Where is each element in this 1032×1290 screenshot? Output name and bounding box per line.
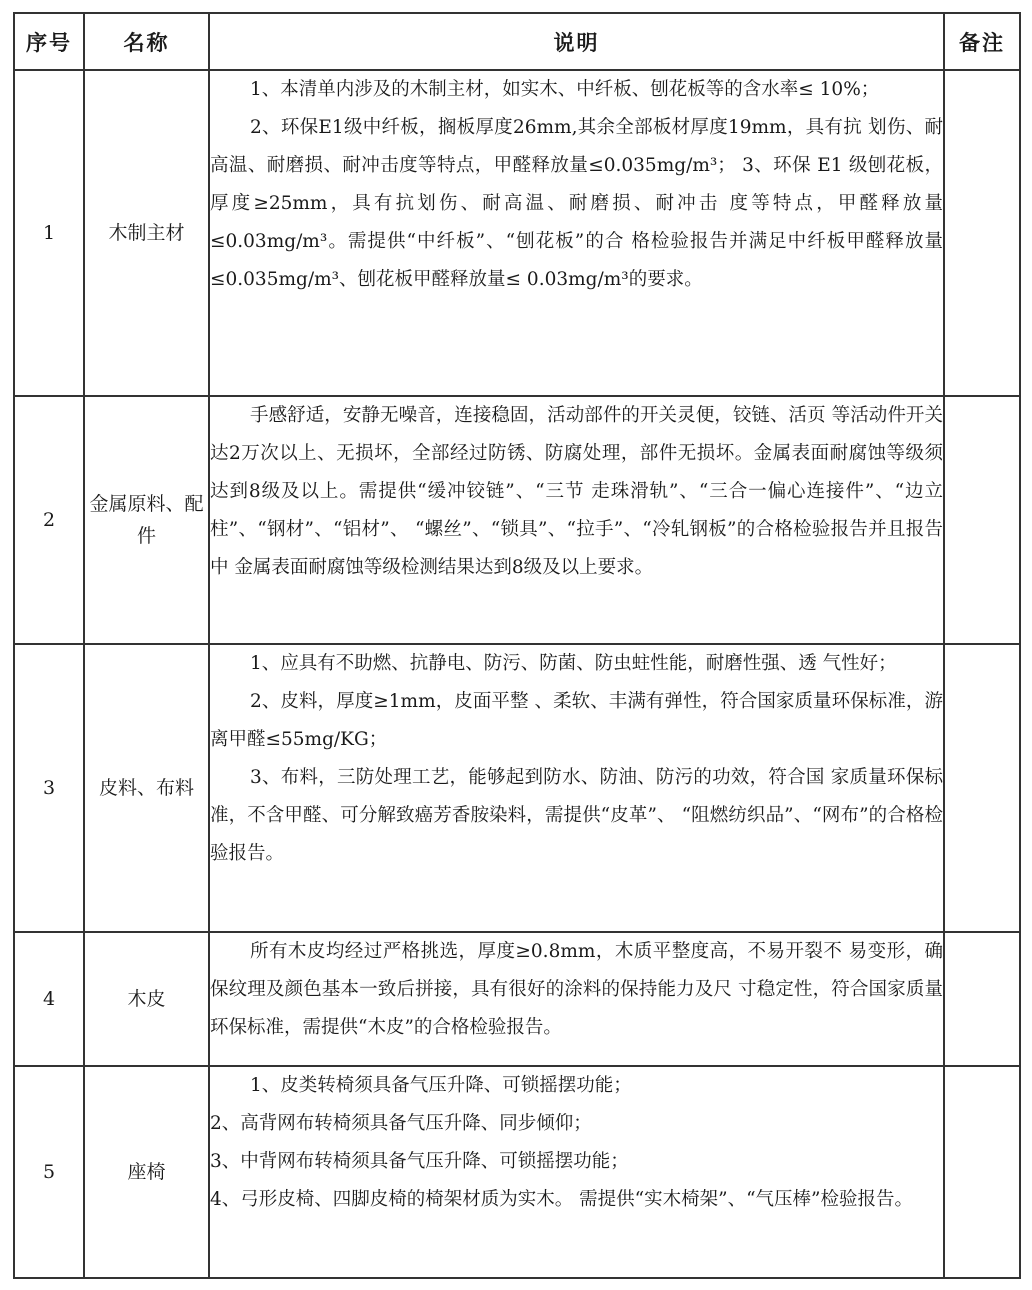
table-row — [14, 70, 1020, 396]
row-name: 木皮 — [84, 932, 209, 1066]
row-seq: 2 — [14, 396, 84, 644]
row-desc — [209, 396, 944, 644]
header-desc: 说明 — [209, 13, 944, 70]
header-name: 名称 — [84, 13, 209, 70]
row-note — [944, 396, 1020, 644]
desc-paragraph: 4、弓形皮椅、四脚皮椅的椅架材质为实木。 需提供“实木椅架”、“气压棒”检验报告。 — [210, 1189, 913, 1210]
desc-paragraph: 3、中背网布转椅须具备气压升降、可锁摇摆功能； — [210, 1151, 629, 1172]
desc-paragraph: 1、皮类转椅须具备气压升降、可锁摇摆功能； — [250, 1075, 632, 1096]
header-row — [14, 13, 1020, 70]
desc-paragraph: 所有木皮均经过严格挑选，厚度≥0.8mm，木质平整度高，不易开裂不 易变形，确保纹理及颜色基本一致后拼接，具有很好的涂料的保持能力及尺 寸稳定性，符合国家质量环保标准，需提供“木皮”的合格检验报告。 — [210, 941, 943, 1038]
row-seq: 4 — [14, 932, 84, 1066]
row-desc — [209, 644, 944, 932]
spec-table — [13, 12, 1021, 1279]
row-seq: 1 — [14, 70, 84, 396]
desc-paragraph: 手感舒适，安静无噪音，连接稳固，活动部件的开关灵便，铰链、活页 等活动件开关达2万次以上、无损坏，全部经过防锈、防腐处理，部件无损坏。金属表面耐腐蚀等级须达到8级及以上。需提供“缓冲铰链”、“三节 走珠滑轨”、“三合一偏心连接件”、“边立柱”、“钢材”、“铝材”、 “螺丝”、“锁具”、“拉手”、“冷轧钢板”的合格检验报告并且报告中 金属表面耐腐蚀等级检测结果达到8级及以上要求。 — [210, 405, 943, 578]
header-seq: 序号 — [14, 13, 84, 70]
desc-paragraph: 1、本清单内涉及的木制主材，如实木、中纤板、刨花板等的含水率≤ 10%； — [250, 79, 880, 100]
row-name: 木制主材 — [84, 70, 209, 396]
row-note — [944, 70, 1020, 396]
desc-paragraph: 2、高背网布转椅须具备气压升降、同步倾仰； — [210, 1113, 592, 1134]
row-note — [944, 1066, 1020, 1278]
row-desc — [209, 932, 944, 1066]
desc-paragraph: 1、应具有不助燃、抗静电、防污、防菌、防虫蛀性能，耐磨性强、透 气性好； — [250, 653, 897, 674]
row-name: 座椅 — [84, 1066, 209, 1278]
desc-paragraph: 2、环保E1级中纤板，搁板厚度26mm,其余全部板材厚度19mm，具有抗 划伤、耐高温、耐磨损、耐冲击度等特点，甲醛释放量≤0.035mg/m³； 3、环保 E1 级刨花板，厚度≥25mm，具有抗划伤、耐高温、耐磨损、耐冲击 度等特点，甲醛释放量≤0.03mg/m³。需提供“中纤板”、“刨花板”的合 格检验报告并满足中纤板甲醛释放量≤0.035mg/m³、刨花板甲醛释放量≤ 0.03mg/m³的要求。 — [210, 117, 943, 290]
row-note — [944, 644, 1020, 932]
row-seq: 3 — [14, 644, 84, 932]
row-name: 金属原料、配件 — [84, 396, 209, 644]
row-desc — [209, 1066, 944, 1278]
header-note: 备注 — [944, 13, 1020, 70]
table-row — [14, 644, 1020, 932]
row-seq: 5 — [14, 1066, 84, 1278]
row-desc — [209, 70, 944, 396]
table-row — [14, 932, 1020, 1066]
row-note — [944, 932, 1020, 1066]
desc-paragraph: 2、皮料，厚度≥1mm，皮面平整 、柔软、丰满有弹性，符合国家质量环保标准，游离甲醛≤55mg/KG； — [210, 691, 943, 750]
row-name: 皮料、布料 — [84, 644, 209, 932]
table-row — [14, 1066, 1020, 1278]
table-row — [14, 396, 1020, 644]
desc-paragraph: 3、布料，三防处理工艺，能够起到防水、防油、防污的功效，符合国 家质量环保标准，不含甲醛、可分解致癌芳香胺染料，需提供“皮革”、 “阻燃纺织品”、“网布”的合格检验报告。 — [210, 767, 943, 864]
